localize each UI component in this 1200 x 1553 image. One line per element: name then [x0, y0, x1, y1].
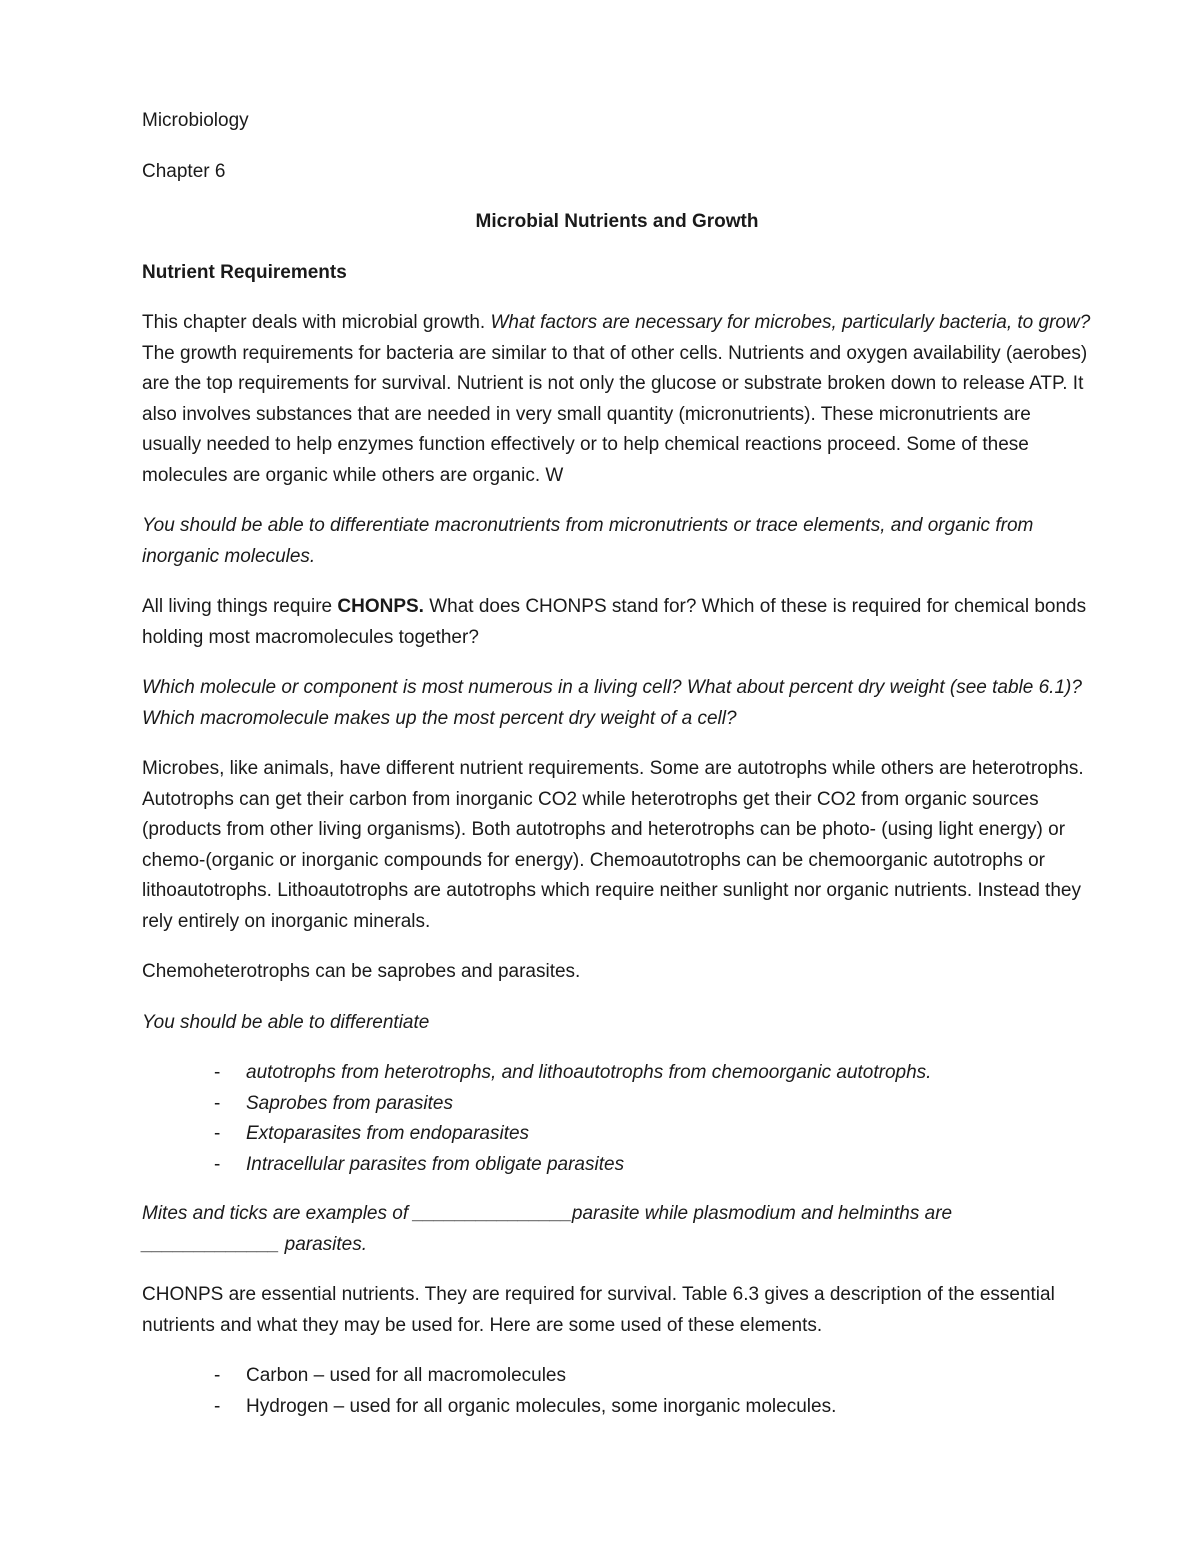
document-title: Microbial Nutrients and Growth — [475, 211, 759, 232]
list-item: - Hydrogen – used for all organic molecules, some inorganic molecules. — [142, 1392, 1092, 1423]
chonps-term: CHONPS. — [337, 596, 424, 617]
paragraph-text: What does CHONPS stand for? Which of these is required for chemical bonds holding most macromolecules together? — [142, 596, 1087, 648]
list-item: - Carbon – used for all macromolecules — [142, 1361, 1092, 1392]
paragraph-text: parasites. — [279, 1233, 368, 1255]
paragraph-text: Mites and ticks are examples of — [142, 1203, 414, 1224]
paragraph-text: parasite while plasmodium and helminths are — [571, 1203, 953, 1224]
differentiate-list — [142, 1058, 1092, 1180]
list-item: - Saprobes from parasites — [142, 1089, 1092, 1120]
paragraph-text: The growth requirements for bacteria are similar to that of other cells. Nutrients and oxygen availability (aerobes) are the top requirements for survival. Nutrient is not only the glucose or substrate broken down to release ATP. It also involves substances that are needed in very small quantity (micronutrients). These micronutrients are usually needed to help enzymes function effectively or to help chemical reactions proceed. Some of these molecules are organic while others are organic. W — [142, 342, 1088, 486]
paragraph-essential-nutrients: CHONPS are essential nutrients. They are required for survival. Table 6.3 gives a description of the essential nutrients and what they may be used for. Here are some used of these elements. — [142, 1284, 1055, 1336]
list-item: - Intracellular parasites from obligate parasites — [142, 1150, 1092, 1181]
paragraph-text: All living things require — [142, 596, 338, 617]
paragraph-learning-goal: You should be able to differentiate macronutrients from micronutrients or trace elements, and organic from inorganic molecules. — [142, 515, 1034, 567]
paragraph-autotrophs: Microbes, like animals, have different nutrient requirements. Some are autotrophs while others are heterotrophs. Autotrophs can get their carbon from inorganic CO2 while heterotrophs get their CO2 from organic sources (products from other living organisms). Both autotrophs and heterotrophs can be photo- (using light energy) or chemo-(organic or inorganic compounds for energy). Chemoautotrophs can be chemoorganic autotrophs or lithoautotrophs. Lithoautotrophs are autotrophs which require neither sunlight nor organic nutrients. Instead they rely entirely on inorganic minerals. — [142, 758, 1084, 932]
paragraph-chemoheterotrophs: Chemoheterotrophs can be saprobes and parasites. — [142, 961, 581, 982]
elements-list — [142, 1361, 1092, 1422]
paragraph-differentiate: You should be able to differentiate — [142, 1011, 430, 1033]
list-item: - autotrophs from heterotrophs, and lithoautotrophs from chemoorganic autotrophs. — [142, 1058, 1092, 1089]
paragraph-text: This chapter deals with microbial growth. — [142, 312, 491, 333]
course-name: Microbiology — [142, 110, 249, 131]
chapter-label: Chapter 6 — [142, 160, 226, 182]
fill-in-the-blank — [142, 1199, 1092, 1260]
paragraph-question: What factors are necessary for microbes, particularly bacteria, to grow? — [490, 312, 1091, 333]
paragraph-chonps — [142, 592, 1092, 653]
blank-line: _____________ — [142, 1233, 280, 1255]
list-item: - Extoparasites from endoparasites — [142, 1119, 1092, 1150]
paragraph-growth-intro — [142, 308, 1092, 491]
section-heading: Nutrient Requirements — [142, 261, 347, 283]
paragraph-dry-weight-question: Which molecule or component is most numerous in a living cell? What about percent dry weight (see table 6.1)? Which macromolecule makes up the most percent dry weight of a cell? — [142, 677, 1082, 729]
document-page — [142, 106, 1092, 1441]
blank-line: _______________ — [413, 1203, 572, 1224]
